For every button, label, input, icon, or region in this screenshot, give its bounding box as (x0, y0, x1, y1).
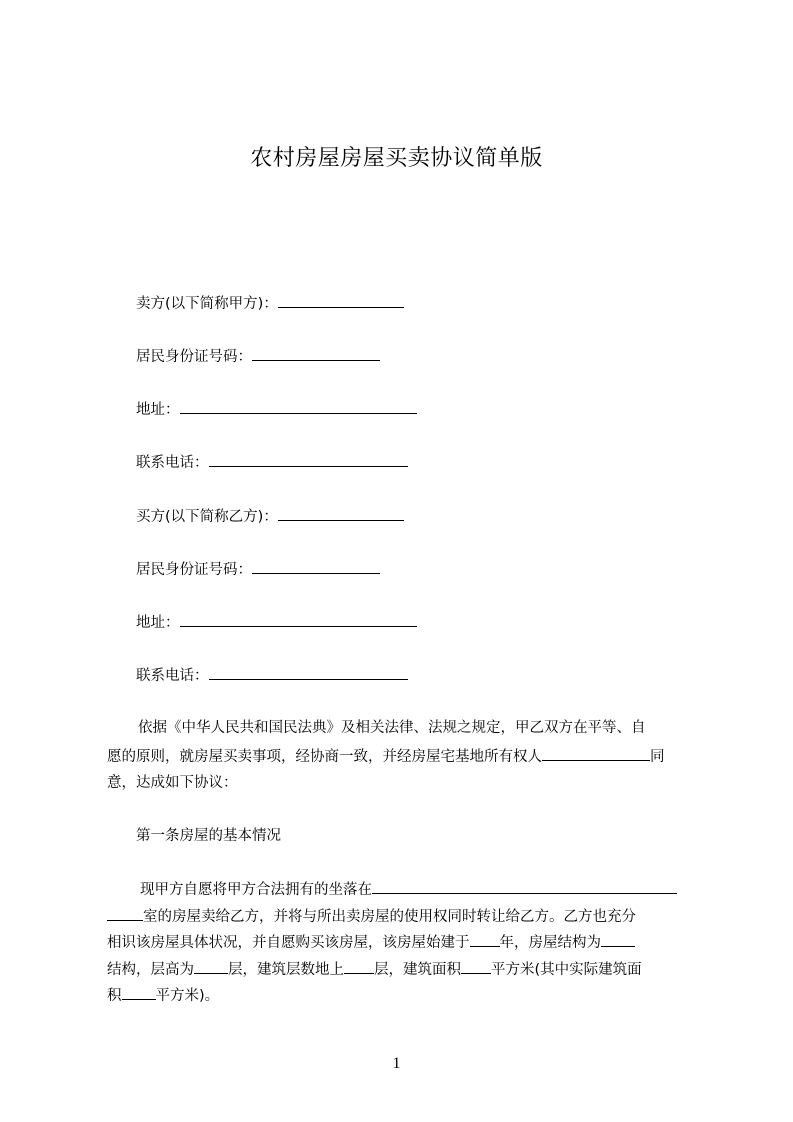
a1-line-3 (107, 932, 635, 953)
intro-line-2-end: 同 (650, 749, 665, 765)
seller-address-label: 地址： (136, 402, 180, 418)
a1-line-2 (107, 906, 636, 927)
a1-line-4d: 平方米(其中实际建筑面 (491, 962, 642, 978)
seller-id-blank[interactable] (252, 346, 380, 361)
seller-address-blank[interactable] (180, 399, 417, 414)
a1-line-3a: 相识该房屋具体状况，并自愿购买该房屋，该房屋始建于 (107, 935, 470, 951)
a1-line-1 (140, 879, 677, 900)
buyer-address-blank[interactable] (180, 612, 417, 627)
page-number: 1 (392, 1055, 401, 1072)
buyer-id-blank[interactable] (252, 559, 380, 574)
seller-address-line (136, 399, 417, 420)
buyer-id-label: 居民身份证号码： (136, 562, 252, 578)
room-blank[interactable] (107, 906, 143, 921)
seller-phone-blank[interactable] (209, 452, 408, 467)
seller-id-label: 居民身份证号码： (136, 349, 252, 365)
seller-name-line (136, 293, 404, 314)
article1-heading: 第一条房屋的基本情况 (136, 828, 281, 844)
buyer-label: 买方(以下简称乙方)： (136, 509, 278, 525)
a1-line-4 (107, 959, 642, 980)
a1-line-4b: 层，建筑层数地上 (228, 962, 344, 978)
seller-phone-label: 联系电话： (136, 455, 209, 471)
buyer-phone-line (136, 665, 408, 686)
a1-line-5a: 积 (107, 988, 122, 1004)
intro-line-2 (107, 746, 665, 767)
building-area-blank[interactable] (461, 959, 491, 974)
a1-line-1-text: 现甲方自愿将甲方合法拥有的坐落在 (140, 882, 372, 898)
buyer-phone-blank[interactable] (209, 665, 408, 680)
intro-line-3: 意，达成如下协议： (107, 775, 238, 791)
buyer-id-line (136, 559, 380, 580)
seller-name-blank[interactable] (278, 293, 404, 308)
seller-label: 卖方(以下简称甲方)： (136, 296, 278, 312)
buyer-name-blank[interactable] (278, 506, 404, 521)
buyer-name-line (136, 506, 404, 527)
actual-area-blank[interactable] (122, 985, 156, 1000)
location-blank[interactable] (372, 879, 677, 894)
a1-line-3b: 年，房屋结构为 (499, 935, 601, 951)
a1-line-5b: 平方米)。 (155, 988, 220, 1004)
land-owner-blank[interactable] (542, 746, 650, 761)
seller-phone-line (136, 452, 408, 473)
a1-line-5 (107, 985, 219, 1006)
document-title: 农村房屋房屋买卖协议简单版 (250, 146, 543, 171)
floor-height-blank[interactable] (194, 959, 228, 974)
a1-line-2-text: 室的房屋卖给乙方，并将与所出卖房屋的使用权同时转让给乙方。乙方也充分 (143, 909, 636, 925)
a1-line-4a: 结构，层高为 (107, 962, 194, 978)
built-year-blank[interactable] (470, 932, 500, 947)
buyer-address-label: 地址： (136, 615, 180, 631)
intro-line-1: 依据《中华人民共和国民法典》及相关法律、法规之规定，甲乙双方在平等、自 (138, 720, 646, 736)
intro-line-2-text: 愿的原则，就房屋买卖事项，经协商一致，并经房屋宅基地所有权人 (107, 749, 542, 765)
floors-above-ground-blank[interactable] (344, 959, 374, 974)
buyer-phone-label: 联系电话： (136, 668, 209, 684)
structure-blank[interactable] (601, 932, 635, 947)
seller-id-line (136, 346, 380, 367)
buyer-address-line (136, 612, 417, 633)
a1-line-4c: 层，建筑面积 (374, 962, 461, 978)
